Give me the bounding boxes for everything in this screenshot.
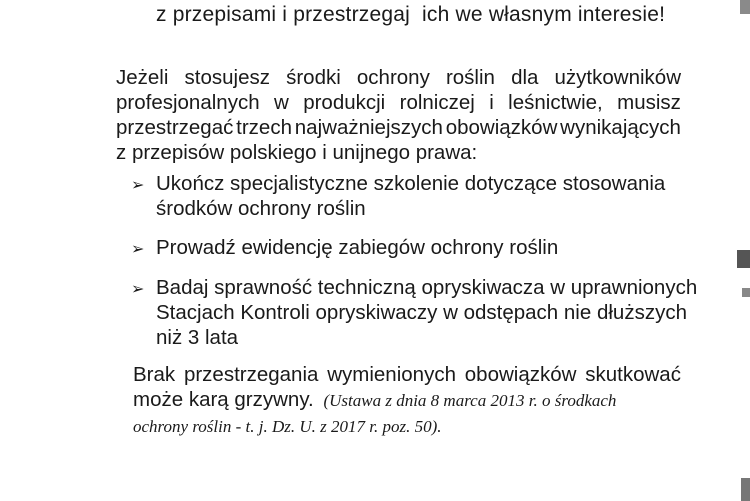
closing-line-3: [133, 413, 681, 439]
arrow-bullet-icon: ➢: [131, 177, 145, 194]
intro-line-2: [116, 90, 681, 115]
word: musisz: [617, 91, 681, 114]
intro-paragraph: [116, 65, 681, 165]
arrow-bullet-icon: ➢: [131, 241, 145, 258]
list-item-line: niż 3 lata: [156, 326, 239, 349]
word: wymienionych: [327, 363, 456, 386]
word: leśnictwie,: [508, 91, 603, 114]
word: Jeżeli: [116, 66, 169, 89]
arrow-bullet-icon: ➢: [131, 281, 145, 298]
word: obowiązków: [464, 363, 577, 386]
closing-text: może karą grzywny.: [133, 388, 314, 411]
word: skutkować: [585, 363, 681, 386]
word: środki: [286, 66, 341, 89]
word: w: [273, 91, 289, 114]
scan-edge-mark: [737, 250, 750, 268]
intro-line-1: [116, 65, 681, 90]
word: Brak: [133, 363, 176, 386]
word: przestrzegania: [183, 363, 319, 386]
intro-line-3: [116, 115, 681, 140]
list-item-line: Ukończ specjalistyczne szkolenie dotyczące stosowania: [156, 172, 666, 195]
word: profesjonalnych: [116, 91, 260, 114]
scan-edge-mark: [740, 0, 750, 14]
word: i: [489, 91, 494, 114]
word: ochrony: [356, 66, 430, 89]
list-item-line: Stacjach Kontroli opryskiwaczy w odstępach nie dłuższych: [156, 301, 687, 324]
closing-line-1: [133, 362, 681, 387]
closing-line-2: [133, 387, 681, 413]
word: obowiązków: [445, 116, 558, 139]
word: trzech: [236, 116, 292, 139]
header-line: z przepisami i przestrzegaj ich we własnym interesie!: [156, 3, 666, 26]
word: użytkowników: [554, 66, 681, 89]
scan-edge-mark: [741, 478, 750, 501]
list-item-line: Badaj sprawność techniczną opryskiwacza w uprawnionych: [156, 276, 698, 299]
closing-paragraph: [133, 362, 681, 439]
word: produkcji: [303, 91, 386, 114]
intro-line-4: z przepisów polskiego i unijnego prawa:: [116, 141, 478, 164]
word: stosujesz: [184, 66, 270, 89]
word: najważniejszych: [294, 116, 443, 139]
list-item-line: Prowadź ewidencję zabiegów ochrony roślin: [156, 236, 559, 259]
legal-citation: ochrony roślin - t. j. Dz. U. z 2017 r. poz. 50).: [133, 417, 442, 436]
word: dla: [511, 66, 539, 89]
word: wynikających: [560, 116, 681, 139]
word: rolniczej: [399, 91, 475, 114]
scan-edge-mark: [742, 288, 750, 297]
list-item-line: środków ochrony roślin: [156, 197, 366, 220]
word: roślin: [445, 66, 495, 89]
legal-citation: (Ustawa z dnia 8 marca 2013 r. o środkach: [323, 391, 617, 410]
word: przestrzegać: [116, 116, 234, 139]
